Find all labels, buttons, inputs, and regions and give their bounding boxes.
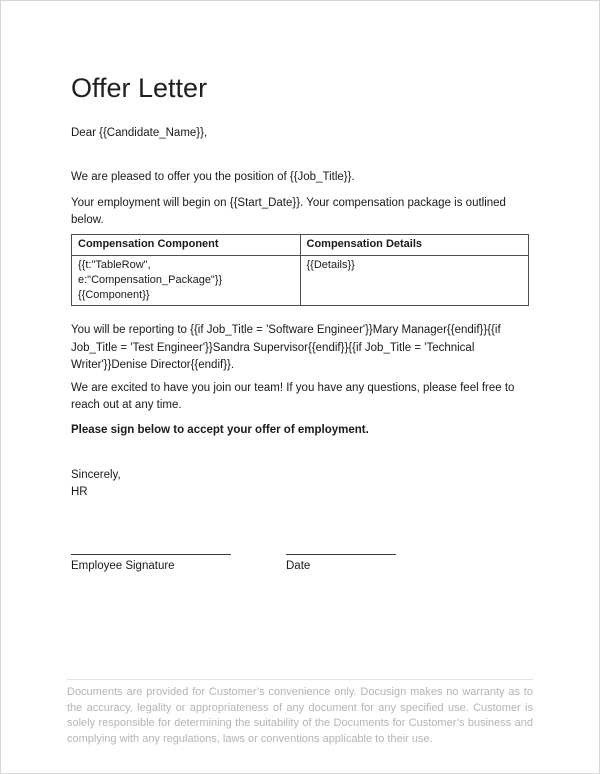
table-header-component: Compensation Component <box>72 235 301 256</box>
table-row <box>72 255 529 306</box>
closing-block <box>71 467 529 502</box>
table-header-row <box>72 235 529 256</box>
paragraph-offer: We are pleased to offer you the position of {{Job_Title}}. <box>71 171 355 184</box>
table-header-details: Compensation Details <box>300 235 529 256</box>
employee-signature-label: Employee Signature <box>71 560 175 573</box>
paragraph-start-date: Your employment will begin on {{Start_Date}}. Your compensation package is outlined below. <box>71 196 506 226</box>
table-cell-details: {{Details}} <box>300 255 529 306</box>
salutation: Dear {{Candidate_Name}}, <box>71 127 208 139</box>
disclaimer-text: Documents are provided for Customer’s convenience only. Docusign makes no warranty as to the accuracy, legality or appropriateness of any document for any specified use. Customer is solely responsible for determining the suitability of the Documents for Customer’s business and complying with any regulations, laws or conventions applicable to their use. <box>67 686 533 745</box>
sign-instruction: Please sign below to accept your offer of employment. <box>71 423 369 436</box>
employee-signature-line <box>71 554 231 555</box>
closing-salutation: Sincerely, <box>71 468 121 481</box>
date-line <box>286 554 396 555</box>
closing-sender: HR <box>71 486 88 499</box>
page-title: Offer Letter <box>71 73 208 103</box>
date-signature-block <box>286 554 396 575</box>
date-label: Date <box>286 560 311 573</box>
employee-signature-block <box>71 554 231 575</box>
table-cell-component: {{t:"TableRow", e:"Compensation_Package"}}{{Component}} <box>72 255 301 306</box>
paragraph-excited: We are excited to have you join our team! If you have any questions, please feel free to reach out at any time. <box>71 382 515 412</box>
compensation-table <box>71 234 529 306</box>
signature-section <box>71 554 529 575</box>
disclaimer-footer <box>67 679 533 747</box>
paragraph-reporting: You will be reporting to {{if Job_Title = 'Software Engineer'}}Mary Manager{{endif}}{{if Job_Title = 'Test Engineer'}}Sandra Supervisor{{endif}}{{if Job_Title = 'Technical Writer'}}Denise Director{{endif}}. <box>71 324 501 371</box>
document-content <box>1 1 599 576</box>
